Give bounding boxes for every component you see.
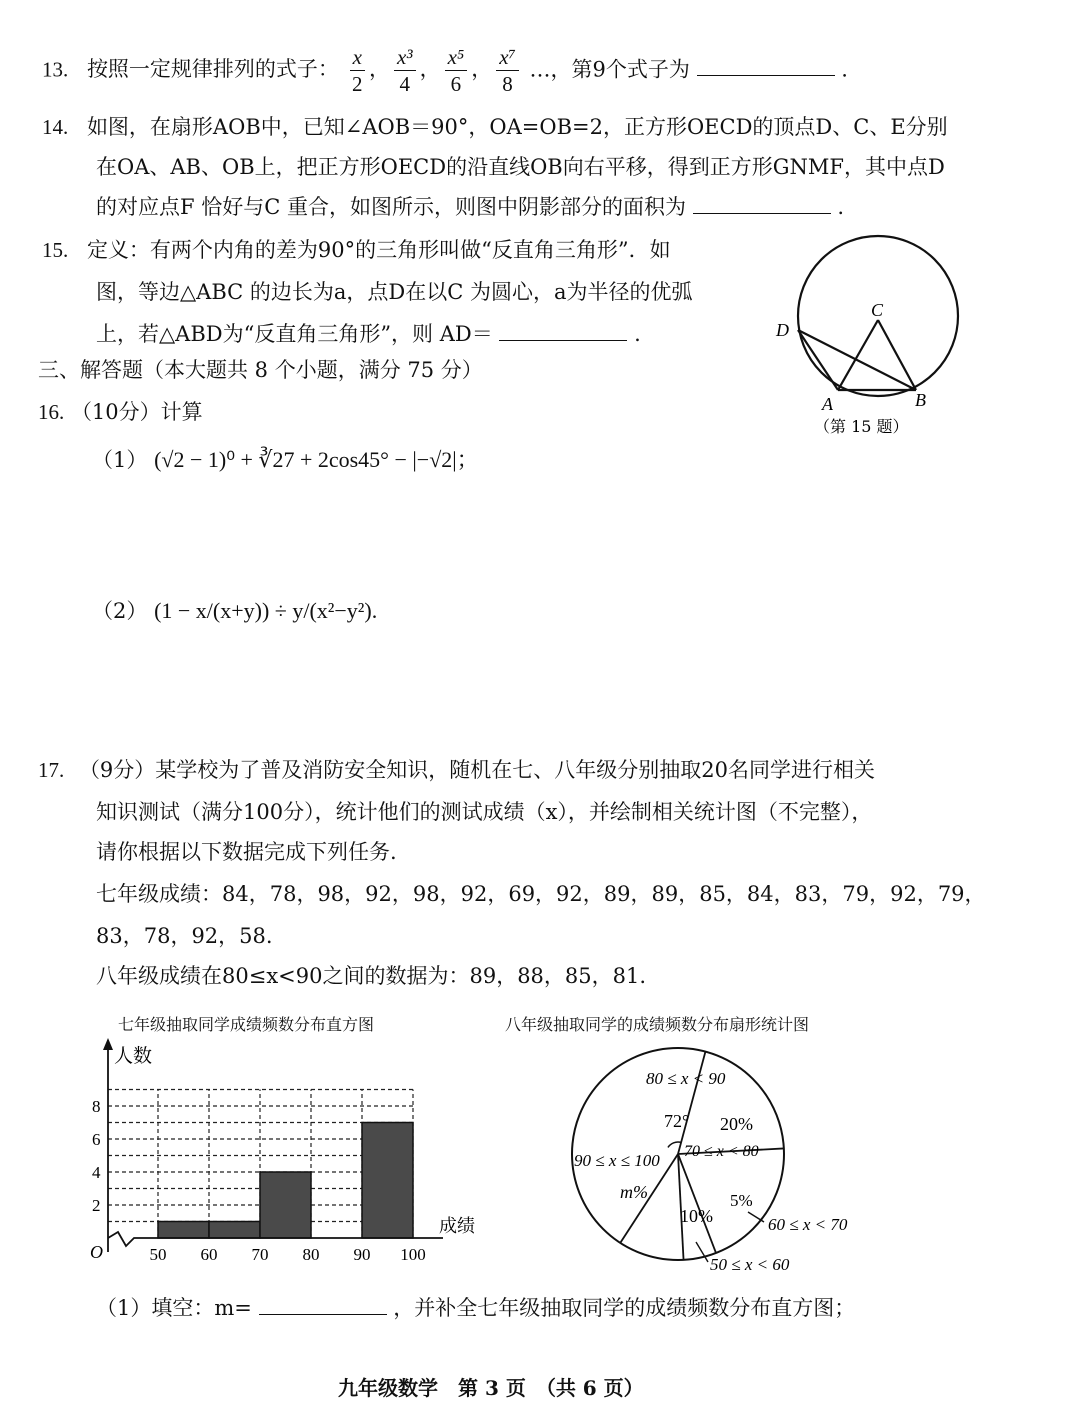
q13-answer-blank[interactable]: [697, 74, 835, 76]
q16-part1-label: （1）: [92, 448, 148, 472]
pie-annotation-20pct: 20%: [720, 1114, 753, 1134]
q15-side-ac: [838, 320, 878, 390]
fraction-numerator: x⁷: [496, 44, 519, 71]
pie-slice-boundary: [678, 1154, 716, 1253]
q17-part1-blank[interactable]: [259, 1313, 387, 1315]
pie-annotation-m: m%: [620, 1182, 648, 1202]
q17-part1: [96, 1296, 855, 1321]
q16-part2: [92, 598, 377, 624]
q14-line2: 在OA、AB、OB上，把正方形OECD的沿直线OB向右平移，得到正方形GNMF，其中点D: [96, 155, 945, 179]
histogram-chart: [80, 1036, 500, 1271]
q15-end: .: [634, 322, 641, 346]
histogram-x-tick: 100: [400, 1245, 426, 1264]
q13: [42, 44, 848, 98]
histogram-origin: O: [90, 1242, 103, 1262]
q13-fraction: [445, 44, 468, 98]
histogram-bar: [362, 1123, 413, 1239]
pie-annotation-10pct: 10%: [680, 1206, 713, 1226]
q13-fractions: [346, 45, 523, 97]
q13-fraction: [350, 44, 365, 98]
pie-leader-60-70: [748, 1212, 764, 1222]
histogram-y-tick: 4: [92, 1163, 101, 1182]
q17-part1-label: （1）填空：m=: [96, 1296, 252, 1320]
pie-title: 八年级抽取同学的成绩频数分布扇形统计图: [505, 1015, 810, 1034]
comma: ，: [471, 57, 493, 82]
pie-slice-boundary: [678, 1052, 705, 1154]
q16-title: （10分）计算: [70, 400, 203, 424]
pie-annotation-72deg: 72°: [664, 1111, 690, 1131]
q17-line4: 七年级成绩：84，78，98，92，98，92，69，92，89，89，85，84，83，79，92，79，: [96, 882, 986, 906]
pie-label-70-80: 70 ≤ x < 80: [684, 1143, 759, 1160]
comma: ，: [419, 57, 441, 82]
q13-number: 13.: [42, 57, 69, 82]
q15-number: 15.: [42, 238, 69, 262]
q16-part1: [92, 447, 479, 473]
histogram-y-arrow: [103, 1038, 113, 1050]
q15-figure: [770, 232, 970, 442]
fraction-denominator: 6: [450, 72, 462, 97]
q14-number: 14.: [42, 115, 69, 139]
q15-line3: [96, 322, 641, 347]
q17-line2: 知识测试（满分100分），统计他们的测试成绩（x），并绘制相关统计图（不完整），: [96, 800, 873, 824]
q14-end: .: [837, 195, 845, 219]
q15-line2: 图，等边△ABC 的边长为a，点D在以C 为圆心，a为半径的优弧: [96, 280, 693, 304]
q15-text-3: 上，若△ABD为“反直角三角形”，则 AD＝: [96, 322, 493, 346]
q13-text: 按照一定规律排列的式子：: [86, 57, 339, 82]
histogram-x-tick: 70: [251, 1245, 269, 1264]
q15-text-1: 定义：有两个内角的差为90°的三角形叫做“反直角三角形”．如: [86, 238, 671, 262]
histogram-y-label: 人数: [114, 1045, 153, 1067]
q13-fraction: [394, 44, 416, 98]
histogram-x-tick: 50: [149, 1245, 167, 1264]
fraction-numerator: x: [350, 44, 365, 71]
fraction-numerator: x³: [394, 44, 416, 71]
pie-label-60-70: 60 ≤ x < 70: [768, 1215, 848, 1234]
histogram-x-tick: 90: [353, 1245, 371, 1264]
fraction-numerator: x⁵: [445, 44, 468, 71]
q13-end: .: [841, 57, 848, 82]
histogram-x-tick: 60: [200, 1245, 218, 1264]
q15-label-a: A: [822, 394, 833, 414]
histogram-title: 七年级抽取同学成绩频数分布直方图: [118, 1015, 375, 1034]
histogram-bars: [158, 1123, 413, 1239]
q14-text-1: 如图，在扇形AOB中，已知∠AOB＝90°，OA=OB=2，正方形OECD的顶点D、C、E分别: [86, 115, 948, 139]
section3-title: 三、解答题（本大题共 8 个小题，满分 75 分）: [38, 358, 483, 382]
comma: ，: [368, 57, 390, 82]
q17-text-1: （9分）某学校为了普及消防安全知识，随机在七、八年级分别抽取20名同学进行相关: [78, 758, 876, 782]
pie-labels: [574, 1069, 848, 1274]
fraction-denominator: 4: [399, 72, 411, 97]
q15-line1: [42, 238, 671, 263]
fraction-denominator: 2: [352, 72, 363, 97]
q15-label-d: D: [776, 320, 789, 340]
q17-line1: [38, 758, 875, 783]
pie-label-90-100: 90 ≤ x ≤ 100: [574, 1151, 660, 1170]
q14-text-3: 的对应点F 恰好与C 重合，如图所示，则图中阴影部分的面积为: [96, 195, 686, 219]
histogram-bar: [158, 1222, 209, 1239]
q15-answer-blank[interactable]: [499, 339, 627, 341]
histogram-y-tick: 6: [92, 1130, 101, 1149]
q16-part2-expr: (1 − x/(x+y)) ÷ y/(x²−y²).: [154, 598, 378, 623]
q15-label-b: B: [915, 390, 926, 410]
q16-part1-expr: (√2 − 1)⁰ + ∛27 + 2cos45° − |−√2|；: [154, 447, 479, 472]
q17-line5: 83，78，92，58.: [96, 924, 273, 948]
q14-line1: [42, 115, 948, 140]
q14-line3: [96, 195, 844, 220]
page-footer: 九年级数学 第 3 页 （共 6 页）: [338, 1376, 644, 1400]
histogram-x-label: 成绩: [439, 1216, 475, 1237]
q15-caption: （第 15 题）: [814, 417, 909, 436]
q16-number: 16.: [38, 400, 65, 424]
histogram-bar: [209, 1222, 260, 1239]
pie-annotation-5pct: 5%: [730, 1191, 753, 1210]
q13-tail: …，第9个式子为: [529, 57, 690, 82]
fraction-denominator: 8: [502, 72, 513, 97]
histogram-y-tick: 8: [92, 1097, 101, 1116]
q15-label-c: C: [871, 300, 884, 320]
q16-header: [38, 400, 203, 425]
q17-line3: 请你根据以下数据完成下列任务.: [96, 840, 397, 864]
q14-answer-blank[interactable]: [693, 212, 831, 214]
histogram-x-tick: 80: [302, 1245, 320, 1264]
q13-fraction: [496, 44, 519, 98]
q17-number: 17.: [38, 758, 65, 782]
q16-part2-label: （2）: [92, 599, 148, 623]
histogram-bar: [260, 1172, 311, 1238]
q17-line6: 八年级成绩在80≤x<90之间的数据为：89，88，85，81.: [96, 964, 647, 988]
histogram-y-tick: 2: [92, 1196, 101, 1215]
pie-chart: [560, 1036, 900, 1280]
pie-label-50-60: 50 ≤ x < 60: [710, 1255, 790, 1274]
q17-part1-tail: ，并补全七年级抽取同学的成绩频数分布直方图；: [393, 1296, 856, 1320]
pie-label-80-90: 80 ≤ x < 90: [646, 1069, 726, 1088]
q15-seg-db: [798, 330, 916, 390]
